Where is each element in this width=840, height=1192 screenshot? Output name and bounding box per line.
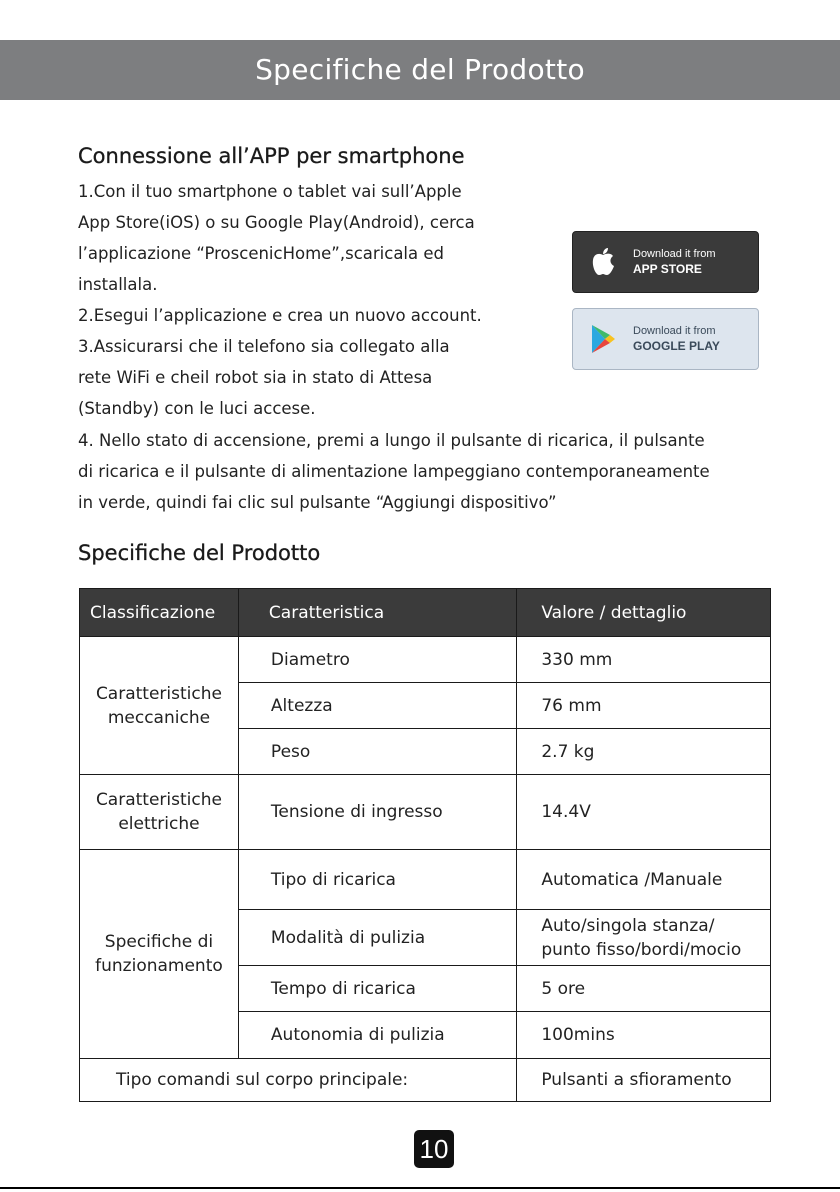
- group-label: Specifiche di funzionamento: [80, 850, 239, 1059]
- value-cell: Auto/singola stanza/ punto fisso/bordi/mocio: [517, 910, 771, 966]
- column-header: Valore / dettaglio: [517, 589, 771, 637]
- footer-value: Pulsanti a sfioramento: [517, 1059, 771, 1102]
- page-banner: Specifiche del Prodotto: [0, 40, 840, 100]
- feature-cell: Autonomia di pulizia: [238, 1012, 516, 1059]
- value-cell: 76 mm: [517, 683, 771, 729]
- feature-cell: Altezza: [238, 683, 516, 729]
- feature-cell: Diametro: [238, 637, 516, 683]
- value-cell: 100mins: [517, 1012, 771, 1059]
- value-cell: Automatica /Manuale: [517, 850, 771, 910]
- table-footer-row: [80, 1059, 771, 1102]
- table-row: [80, 850, 771, 910]
- google-play-badge-title: GOOGLE PLAY: [633, 339, 720, 353]
- app-store-badge-caption: Download it from: [633, 248, 716, 260]
- table-header-row: [80, 589, 771, 637]
- app-connection-heading: Connessione all’APP per smartphone: [78, 144, 465, 168]
- bottom-divider: [0, 1187, 840, 1189]
- column-header: Classificazione: [80, 589, 239, 637]
- app-store-badge[interactable]: [572, 231, 759, 293]
- footer-label: Tipo comandi sul corpo principale:: [80, 1059, 517, 1102]
- feature-cell: Peso: [238, 729, 516, 775]
- feature-cell: Tempo di ricarica: [238, 966, 516, 1012]
- specs-heading: Specifiche del Prodotto: [78, 541, 321, 565]
- page-number: 10: [414, 1130, 454, 1168]
- value-cell: 2.7 kg: [517, 729, 771, 775]
- specs-table: [79, 588, 771, 1102]
- feature-cell: Tensione di ingresso: [238, 775, 516, 850]
- table-row: [80, 775, 771, 850]
- app-instructions-step-4: 4. Nello stato di accensione, premi a lungo il pulsante di ricarica, il pulsante di ricarica e il pulsante di alimentazione lampeggiano contemporaneamente in verde, quindi fai clic sul pulsante “Aggiungi dispositivo”: [78, 431, 710, 512]
- value-cell: 5 ore: [517, 966, 771, 1012]
- group-label: Caratteristiche meccaniche: [80, 637, 239, 775]
- google-play-badge[interactable]: [572, 308, 759, 370]
- table-row: [80, 637, 771, 683]
- apple-icon: [573, 231, 633, 293]
- group-label: Caratteristiche elettriche: [80, 775, 239, 850]
- column-header: Caratteristica: [238, 589, 516, 637]
- google-play-icon: [573, 308, 633, 370]
- app-instructions-paragraph: 1.Con il tuo smartphone o tablet vai sull’Apple App Store(iOS) o su Google Play(Android), cerca l’applicazione “ProscenicHome”,scaricala ed installala. 2.Esegui l’applicazione e crea un nuovo account. 3.Assicurarsi che il telefono sia collegato alla rete WiFi e cheil robot sia in stato di Attesa (Standby) con le luci accese.: [78, 182, 482, 418]
- value-cell: 330 mm: [517, 637, 771, 683]
- feature-cell: Modalità di pulizia: [238, 910, 516, 966]
- app-store-badge-title: APP STORE: [633, 262, 702, 276]
- feature-cell: Tipo di ricarica: [238, 850, 516, 910]
- value-cell: 14.4V: [517, 775, 771, 850]
- google-play-badge-caption: Download it from: [633, 325, 716, 337]
